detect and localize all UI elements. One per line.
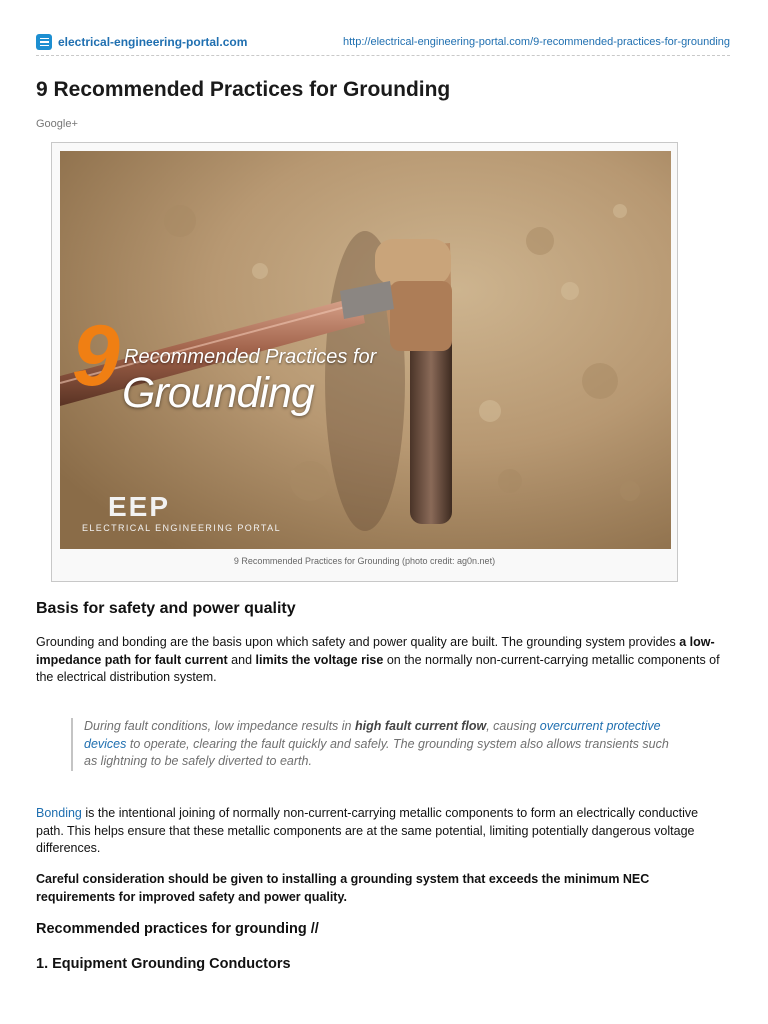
eep-logo-tagline: ELECTRICAL ENGINEERING PORTAL	[82, 523, 281, 533]
bonding-text: is the intentional joining of normally non-current-carrying metallic components to form an electrically conductive path. This helps ensure that these metallic components are at the same potential, limiting potentially dangerous voltage differences.	[36, 806, 699, 855]
practice-item-1-heading: 1. Equipment Grounding Conductors	[36, 956, 291, 972]
header-divider	[36, 55, 730, 56]
blockquote	[71, 718, 684, 771]
intro-paragraph	[36, 634, 726, 687]
article-title: 9 Recommended Practices for Grounding	[36, 78, 451, 101]
bonding-link[interactable]: Bonding	[36, 806, 82, 820]
intro-text-a: Grounding and bonding are the basis upon which safety and power quality are built. The grounding system provides	[36, 635, 680, 649]
section-heading-practices: Recommended practices for grounding //	[36, 921, 319, 937]
intro-bold-a: a low-impedance path for fault current	[36, 635, 715, 667]
google-plus-link[interactable]: Google+	[36, 118, 78, 130]
overlay-title: Grounding	[122, 369, 314, 417]
quote-bold: high fault current flow	[354, 719, 487, 733]
grounding-rod-photo	[60, 151, 671, 549]
quote-text-a: During fault conditions, low impedance results in	[84, 719, 355, 733]
overlay-subtitle: Recommended Practices for	[124, 346, 377, 368]
site-name[interactable]: electrical-engineering-portal.com	[58, 35, 248, 49]
eep-logo	[82, 491, 281, 541]
overlay-number: 9	[72, 308, 118, 404]
document-list-icon	[36, 34, 52, 50]
intro-text-b: and	[227, 652, 256, 667]
intro-bold-b: limits the voltage rise	[255, 652, 384, 667]
quote-text-b: , causing	[486, 719, 540, 733]
section-heading-basis: Basis for safety and power quality	[36, 600, 296, 617]
page-header	[36, 33, 730, 51]
bonding-paragraph	[36, 805, 726, 858]
overcurrent-devices-link[interactable]: overcurrent protective devices	[84, 719, 661, 751]
intro-text-c: on the normally non-current-carrying metallic components of the electrical distribution system.	[36, 652, 720, 684]
source-url[interactable]: http://electrical-engineering-portal.com/9-recommended-practices-for-grounding	[342, 36, 730, 48]
nec-paragraph: Careful consideration should be given to installing a grounding system that exceeds the minimum NEC requirements for improved safety and power quality.	[36, 872, 650, 904]
site-link[interactable]	[36, 34, 247, 50]
eep-logo-letters: EEP	[108, 491, 171, 522]
article-figure	[51, 142, 678, 582]
figure-caption: 9 Recommended Practices for Grounding (photo credit: ag0n.net)	[233, 556, 496, 566]
quote-text-c: to operate, clearing the fault quickly and safely. The grounding system also allows transients such as lightning to be safely diverted to earth.	[84, 736, 669, 768]
